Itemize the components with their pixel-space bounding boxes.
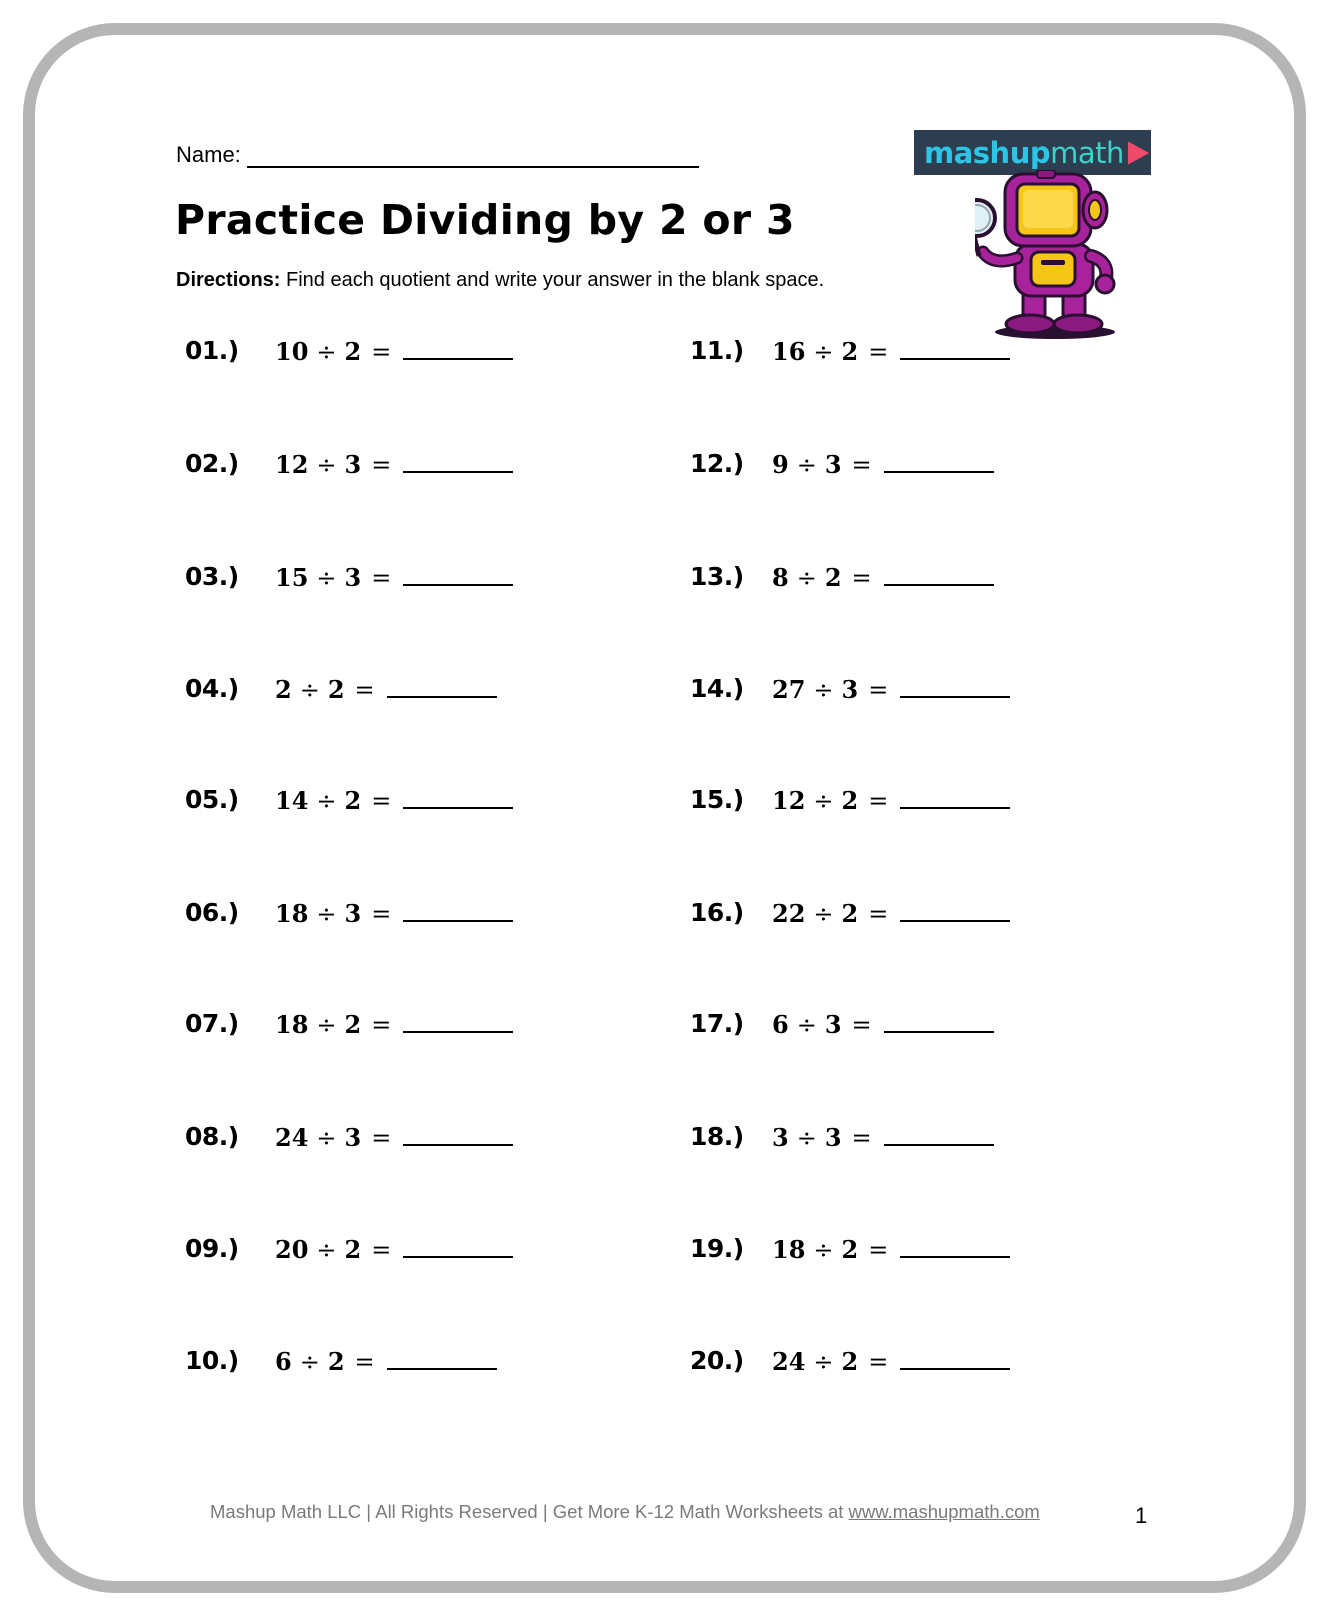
robot-with-magnifying-glass-icon: [975, 170, 1125, 340]
directions-label: Directions:: [176, 269, 281, 291]
answer-blank[interactable]: [884, 1009, 994, 1033]
directions-text: Find each quotient and write your answer in the blank space.: [280, 269, 825, 291]
division-expression: 12 ÷ 2 =: [772, 785, 1010, 815]
problem-number: 06.): [185, 898, 239, 927]
division-expression: 3 ÷ 3 =: [772, 1122, 994, 1152]
division-expression: 18 ÷ 2 =: [275, 1009, 513, 1039]
logo-text-bold: mashup: [924, 135, 1051, 170]
problem-number: 20.): [690, 1346, 744, 1375]
answer-blank[interactable]: [403, 1009, 513, 1033]
answer-blank[interactable]: [403, 785, 513, 809]
division-expression: 6 ÷ 3 =: [772, 1009, 994, 1039]
division-expression: 2 ÷ 2 =: [275, 674, 497, 704]
problem-number: 14.): [690, 674, 744, 703]
division-expression: 20 ÷ 2 =: [275, 1234, 513, 1264]
division-expression: 10 ÷ 2 =: [275, 336, 513, 366]
division-expression: 6 ÷ 2 =: [275, 1346, 497, 1376]
problem-number: 09.): [185, 1234, 239, 1263]
logo-text-light: math: [1050, 135, 1124, 170]
problem-number: 16.): [690, 898, 744, 927]
problem-number: 10.): [185, 1346, 239, 1375]
answer-blank[interactable]: [403, 336, 513, 360]
problem-number: 05.): [185, 785, 239, 814]
problem-number: 18.): [690, 1122, 744, 1151]
page-title: Practice Dividing by 2 or 3: [175, 196, 795, 244]
answer-blank[interactable]: [900, 785, 1010, 809]
problem-number: 12.): [690, 449, 744, 478]
division-expression: 9 ÷ 3 =: [772, 449, 994, 479]
answer-blank[interactable]: [900, 898, 1010, 922]
problem-number: 17.): [690, 1009, 744, 1038]
answer-blank[interactable]: [387, 674, 497, 698]
name-blank-line[interactable]: [247, 144, 699, 168]
answer-blank[interactable]: [387, 1346, 497, 1370]
footer-text: [210, 1501, 1040, 1523]
division-expression: 24 ÷ 3 =: [275, 1122, 513, 1152]
answer-blank[interactable]: [403, 562, 513, 586]
answer-blank[interactable]: [884, 1122, 994, 1146]
division-expression: 16 ÷ 2 =: [772, 336, 1010, 366]
footer-copyright: Mashup Math LLC | All Rights Reserved | Get More K-12 Math Worksheets at: [210, 1501, 849, 1522]
problem-number: 11.): [690, 336, 744, 365]
problem-number: 08.): [185, 1122, 239, 1151]
problem-number: 07.): [185, 1009, 239, 1038]
page-number: 1: [1135, 1503, 1148, 1528]
problem-number: 13.): [690, 562, 744, 591]
answer-blank[interactable]: [403, 898, 513, 922]
division-expression: 18 ÷ 3 =: [275, 898, 513, 928]
problem-number: 02.): [185, 449, 239, 478]
mashupmath-logo: [914, 130, 1151, 175]
answer-blank[interactable]: [884, 562, 994, 586]
problem-number: 01.): [185, 336, 239, 365]
name-label: Name:: [176, 142, 241, 167]
answer-blank[interactable]: [403, 1122, 513, 1146]
answer-blank[interactable]: [403, 1234, 513, 1258]
division-expression: 18 ÷ 2 =: [772, 1234, 1010, 1264]
division-expression: 22 ÷ 2 =: [772, 898, 1010, 928]
answer-blank[interactable]: [900, 1234, 1010, 1258]
answer-blank[interactable]: [403, 449, 513, 473]
footer-link[interactable]: www.mashupmath.com: [848, 1501, 1040, 1522]
division-expression: 8 ÷ 2 =: [772, 562, 994, 592]
answer-blank[interactable]: [900, 336, 1010, 360]
problem-number: 04.): [185, 674, 239, 703]
name-field-row: [176, 142, 699, 168]
answer-blank[interactable]: [900, 1346, 1010, 1370]
answer-blank[interactable]: [884, 449, 994, 473]
division-expression: 12 ÷ 3 =: [275, 449, 513, 479]
answer-blank[interactable]: [900, 674, 1010, 698]
division-expression: 14 ÷ 2 =: [275, 785, 513, 815]
play-arrow-icon: [1126, 139, 1151, 167]
division-expression: 24 ÷ 2 =: [772, 1346, 1010, 1376]
division-expression: 27 ÷ 3 =: [772, 674, 1010, 704]
problem-number: 03.): [185, 562, 239, 591]
division-expression: 15 ÷ 3 =: [275, 562, 513, 592]
directions: [176, 269, 824, 292]
problem-number: 19.): [690, 1234, 744, 1263]
problem-number: 15.): [690, 785, 744, 814]
